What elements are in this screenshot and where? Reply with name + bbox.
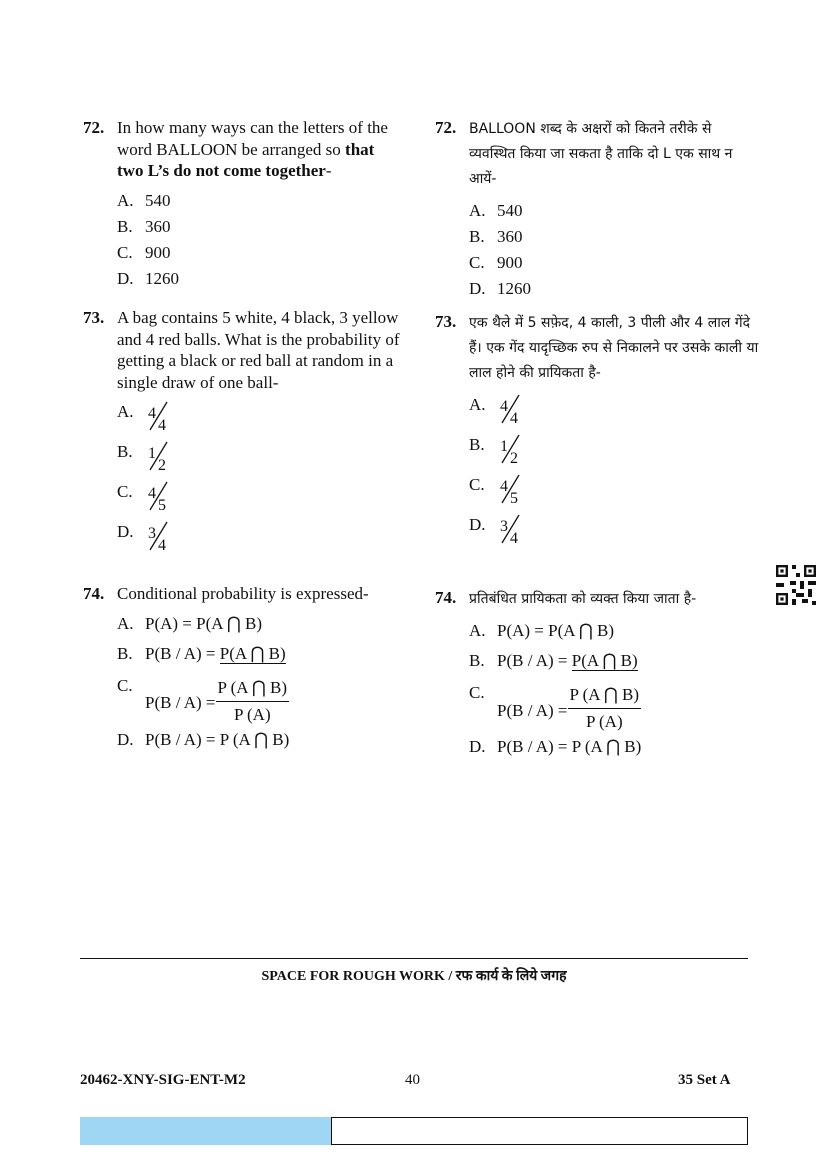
question-73-en [80, 307, 400, 583]
question-72-hi [432, 117, 762, 311]
fraction: 4 5 [497, 472, 525, 508]
question-number: 72. [83, 118, 105, 137]
fraction: 1 2 [145, 439, 173, 475]
option-c[interactable]: C. 4 5 [469, 472, 762, 512]
question-72-en [80, 117, 400, 307]
option-d[interactable]: D. 3 4 [469, 512, 762, 552]
option-c[interactable]: C. P(B / A) = $\frac{P (A ⋂ B)}{P (A)}$ [117, 675, 288, 724]
divider [80, 958, 748, 959]
option-d[interactable]: D. P(B / A) = P (A ⋂ B) [469, 737, 642, 756]
option-d[interactable]: D. P(B / A) = P (A ⋂ B) [117, 729, 290, 749]
fraction: 1 2 [497, 432, 525, 468]
question-emphasis: that two L’s do not come together [117, 139, 375, 180]
booklet-code: 20462-XNY-SIG-ENT-M2 [80, 1072, 246, 1088]
footer-color-bar [80, 1117, 331, 1145]
rough-work-label: SPACE FOR ROUGH WORK / रफ कार्य के लिये जगह [261, 969, 567, 984]
option-d[interactable]: D. 3 4 [117, 519, 400, 559]
question-text: एक थैले में 5 सफ़ेद, 4 काली, 3 पीली और 4 लाल गेंदे हैं। एक गेंद यादृच्छिक रुप से निकालने पर उसके काली या लाल होने की प्रायिकता है- [469, 315, 759, 381]
fraction: 3 4 [145, 519, 173, 555]
option-a[interactable]: A. 4 4 [117, 399, 400, 439]
option-c[interactable]: C. 900 [117, 242, 171, 262]
option-c[interactable]: C. P(B / A) = $\frac{P (A ⋂ B)}{P (A)}$ [469, 683, 640, 731]
question-number: 72. [435, 118, 457, 137]
fraction: 4 4 [145, 399, 173, 435]
question-text: प्रतिबंधित प्रायिकता को व्यक्त किया जाता है- [469, 591, 697, 607]
option-b[interactable]: B. 1 2 [469, 432, 762, 472]
option-a[interactable]: A. 540 [117, 190, 171, 210]
question-number: 73. [83, 308, 105, 327]
option-b[interactable]: B. P(B / A) = P(A ⋂ B) [117, 643, 286, 663]
page-number: 40 [405, 1072, 420, 1088]
footer-box [331, 1117, 748, 1145]
option-b[interactable]: B. 1 2 [117, 439, 400, 479]
option-d[interactable]: D. 1260 [117, 268, 179, 288]
option-a[interactable]: A. 540 [469, 201, 523, 220]
qr-code-icon [776, 565, 816, 605]
set-label: 35 Set A [678, 1072, 731, 1088]
hindi-column [432, 117, 762, 760]
question-number: 74. [83, 584, 105, 603]
option-c[interactable]: C. 900 [469, 253, 523, 272]
question-text: In how many ways can the letters of the word BALLOON be arranged so that two L’s do not come together- [117, 118, 388, 180]
question-text: BALLOON शब्द के अक्षरों को कितने तरीके से व्यवस्थित किया जा सकता है ताकि दो L एक साथ न आयें- [469, 121, 733, 187]
question-text: A bag contains 5 white, 4 black, 3 yellow and 4 red balls. What is the probability of getting a black or red ball at random in a single draw of one ball- [117, 308, 400, 392]
question-number: 74. [435, 588, 457, 607]
fraction: 3 4 [497, 512, 525, 548]
question-number: 73. [435, 312, 457, 331]
fraction: 4 4 [497, 392, 525, 428]
question-text: Conditional probability is expressed- [117, 584, 369, 603]
option-b[interactable]: B. 360 [469, 227, 523, 246]
question-74-hi [432, 587, 762, 760]
option-a[interactable]: A. P(A) = P(A ⋂ B) [469, 621, 615, 640]
option-d[interactable]: D. 1260 [469, 279, 531, 298]
fraction: 4 5 [145, 479, 173, 515]
question-73-hi [432, 311, 762, 587]
option-b[interactable]: B. P(B / A) = P(A ⋂ B) [469, 651, 638, 670]
question-74-en [80, 583, 400, 753]
english-column [80, 117, 400, 753]
option-a[interactable]: A. 4 4 [469, 392, 762, 432]
option-c[interactable]: C. 4 5 [117, 479, 400, 519]
option-b[interactable]: B. 360 [117, 216, 171, 236]
option-a[interactable]: A. P(A) = P(A ⋂ B) [117, 613, 263, 633]
